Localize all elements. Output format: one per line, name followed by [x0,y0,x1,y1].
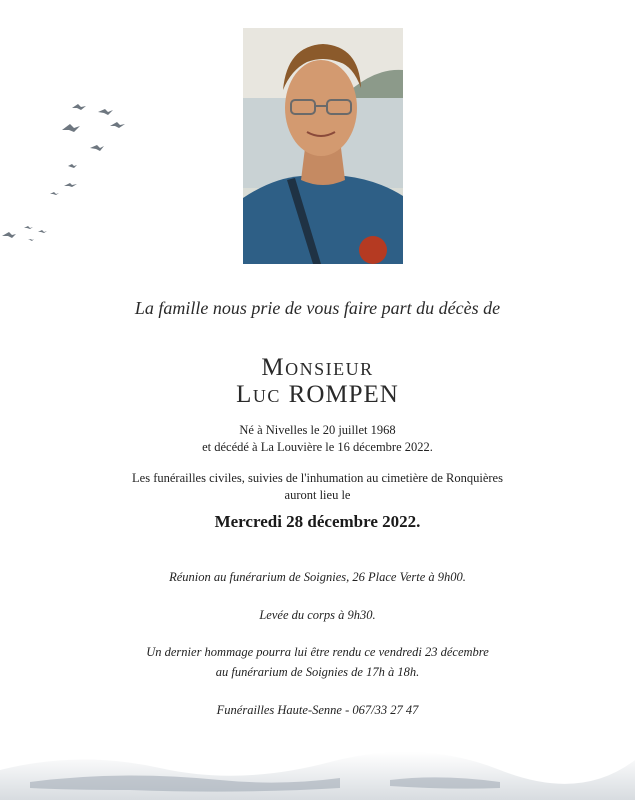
first-name: Luc [236,381,281,408]
birth-line: Né à Nivelles le 20 juillet 1968 [239,423,396,437]
birds-decoration [0,90,140,250]
portrait-photo [243,28,403,264]
funeral-line-1: Les funérailles civiles, suivies de l'inhumation au cimetière de Ronquières [132,471,503,485]
levee-info: Levée du corps à 9h30. [259,608,376,622]
honorific: Monsieur [261,354,374,381]
deceased-name [0,381,635,409]
funeral-home-contact: Funérailles Haute-Senne - 067/33 27 47 [216,703,419,717]
last-name: ROMPEN [288,381,399,408]
hommage-info [0,642,635,682]
hommage-line-1: Un dernier hommage pourra lui être rendu ce vendredi 23 décembre [146,645,489,659]
funeral-notice [0,470,635,504]
death-line: et décédé à La Louvière le 16 décembre 2022. [202,440,433,454]
reunion-info: Réunion au funérarium de Soignies, 26 Place Verte à 9h00. [169,570,466,584]
ceremony-date: Mercredi 28 décembre 2022. [214,512,421,531]
intro-text: La famille nous prie de vous faire part du décès de [134,298,501,318]
hommage-line-2: au funérarium de Soignies de 17h à 18h. [215,665,420,679]
birth-death-info [0,422,635,456]
funeral-line-2: auront lieu le [284,488,351,502]
watercolor-wash-decoration [0,710,635,800]
